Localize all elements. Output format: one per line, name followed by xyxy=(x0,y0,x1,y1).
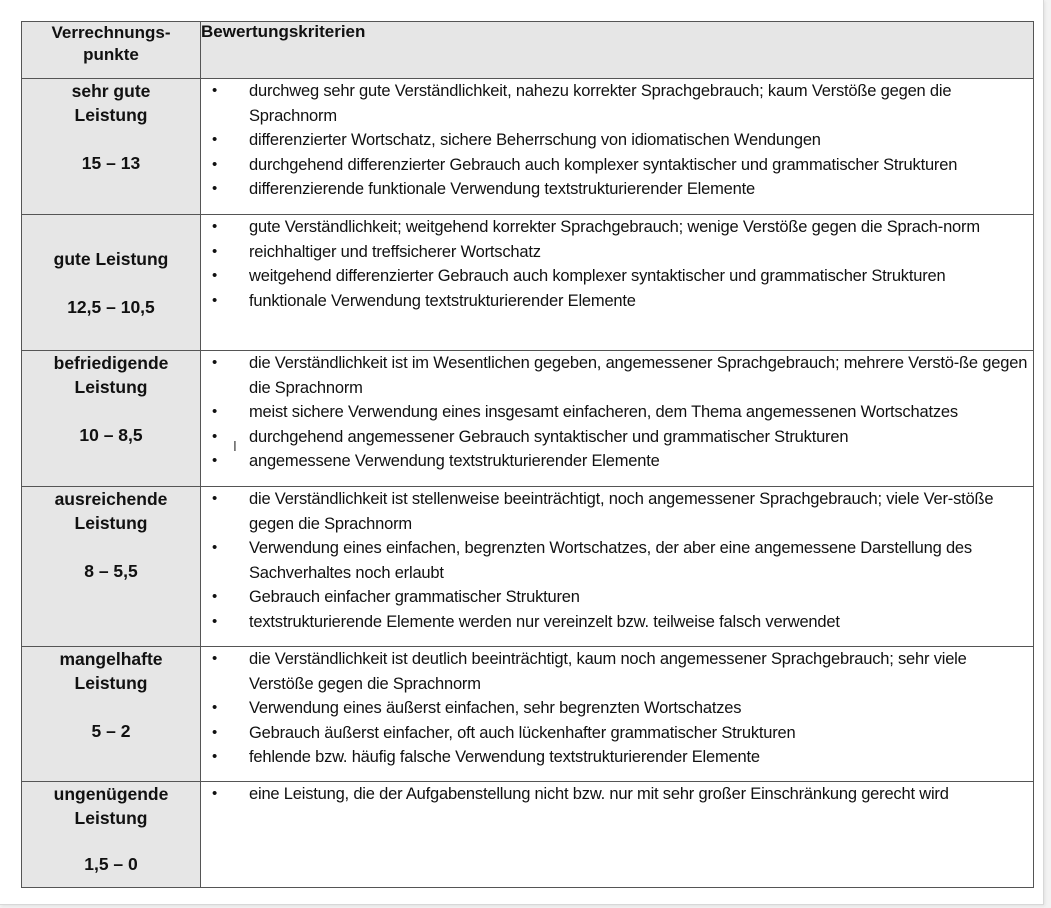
criteria-text: durchgehend differenzierter Gebrauch auch komplexer syntaktischer und grammatischer Strukturen xyxy=(249,155,958,174)
criteria-text: die Verständlichkeit ist im Wesentlichen gegeben, angemessener Sprachgebrauch; mehrere Verstö-ße gegen die Sprachnorm xyxy=(249,354,1028,397)
header-points xyxy=(22,22,201,79)
criteria-item xyxy=(201,782,1033,807)
grading-criteria-table xyxy=(21,21,1034,888)
bullet-icon: • xyxy=(212,612,218,630)
criteria-item xyxy=(201,449,1033,474)
criteria-text: die Verständlichkeit ist stellenweise beeinträchtigt, noch angemessener Sprachgebrauch; viele Ver-stöße gegen die Sprachnorm xyxy=(249,490,994,533)
performance-level-cell xyxy=(22,782,201,888)
bullet-icon: • xyxy=(212,650,218,667)
criteria-list xyxy=(201,351,1033,474)
bullet-icon: • xyxy=(212,748,218,765)
criteria-cell xyxy=(201,647,1034,782)
criteria-text: Verwendung eines äußerst einfachen, sehr begrenzten Wortschatzes xyxy=(249,699,742,717)
criteria-text: durchweg sehr gute Verständlichkeit, nahezu korrekter Sprachgebrauch; kaum Verstöße gegen die Sprachnorm xyxy=(249,82,952,125)
criteria-list xyxy=(201,647,1033,770)
table-row xyxy=(22,351,1034,487)
table-row xyxy=(22,782,1034,888)
criteria-item xyxy=(201,696,1033,721)
criteria-text: reichhaltiger und treffsicherer Wortschatz xyxy=(249,242,541,261)
bullet-icon: • xyxy=(212,291,218,309)
criteria-item xyxy=(201,721,1033,746)
table-header-row xyxy=(22,22,1034,79)
level-label-line2: Leistung xyxy=(74,808,148,828)
table-row xyxy=(22,215,1034,351)
level-label-line2: Leistung xyxy=(74,377,148,397)
bullet-icon: • xyxy=(212,218,218,235)
bullet-icon: • xyxy=(212,131,218,148)
criteria-cell xyxy=(201,351,1034,487)
text-cursor-icon: I xyxy=(233,440,237,455)
criteria-text: weitgehend differenzierter Gebrauch auch komplexer syntaktischer und grammatischer Strukturen xyxy=(249,267,946,285)
criteria-item xyxy=(201,264,1033,289)
criteria-text: die Verständlichkeit ist deutlich beeinträchtigt, kaum noch angemessener Sprachgebrauch; sehr viele Verstöße gegen die Sprachnorm xyxy=(249,650,967,693)
table-row xyxy=(22,487,1034,647)
bullet-icon: • xyxy=(212,82,218,99)
criteria-cell xyxy=(201,79,1034,215)
bullet-icon: • xyxy=(212,539,218,556)
bullet-icon: • xyxy=(212,180,218,197)
criteria-text: fehlende bzw. häufig falsche Verwendung textstrukturierender Elemente xyxy=(249,748,760,766)
criteria-item xyxy=(201,153,1033,178)
criteria-cell xyxy=(201,215,1034,351)
criteria-item xyxy=(201,351,1033,400)
criteria-list xyxy=(201,215,1033,313)
header-points-line1: Verrechnungs- xyxy=(51,23,171,42)
bullet-icon: • xyxy=(212,242,218,260)
header-criteria: Bewertungskriterien xyxy=(201,22,1034,79)
criteria-item xyxy=(201,177,1033,202)
table-row xyxy=(22,79,1034,215)
criteria-item xyxy=(201,585,1033,610)
criteria-item xyxy=(201,289,1033,314)
criteria-item xyxy=(201,536,1033,585)
bullet-icon: • xyxy=(212,354,218,371)
criteria-text: gute Verständlichkeit; weitgehend korrekter Sprachgebrauch; wenige Verstöße gegen die Sprach-norm xyxy=(249,218,980,236)
criteria-item xyxy=(201,400,1033,425)
bullet-icon: • xyxy=(212,723,218,741)
points-range: 1,5 – 0 xyxy=(84,854,138,874)
criteria-text: Gebrauch einfacher grammatischer Strukturen xyxy=(249,588,580,606)
points-range: 5 – 2 xyxy=(91,721,131,741)
bullet-icon: • xyxy=(212,699,218,716)
criteria-item xyxy=(201,425,1033,450)
criteria-list xyxy=(201,487,1033,634)
criteria-item xyxy=(201,487,1033,536)
performance-level-cell xyxy=(22,487,201,647)
bullet-icon: • xyxy=(212,403,218,420)
bullet-icon: • xyxy=(212,155,218,173)
level-label: sehr gute xyxy=(71,81,151,101)
criteria-text: angemessene Verwendung textstrukturierender Elemente xyxy=(249,452,660,470)
criteria-cell xyxy=(201,782,1034,888)
table-row xyxy=(22,647,1034,782)
criteria-item xyxy=(201,79,1033,128)
criteria-item xyxy=(201,215,1033,240)
criteria-text: textstrukturierende Elemente werden nur vereinzelt bzw. teilweise falsch verwendet xyxy=(249,612,840,631)
criteria-list xyxy=(201,79,1033,202)
bullet-icon: • xyxy=(212,452,218,469)
points-range: 15 – 13 xyxy=(81,153,141,173)
points-range: 12,5 – 10,5 xyxy=(67,297,155,317)
points-range: 8 – 5,5 xyxy=(84,561,138,581)
criteria-item xyxy=(201,128,1033,153)
level-label: ausreichende xyxy=(54,489,168,509)
points-range: 10 – 8,5 xyxy=(79,425,143,445)
criteria-text: differenzierende funktionale Verwendung textstrukturierender Elemente xyxy=(249,180,755,198)
level-label: gute Leistung xyxy=(53,249,169,269)
criteria-text: eine Leistung, die der Aufgabenstellung nicht bzw. nur mit sehr großer Einschränkung gerecht wird xyxy=(249,785,949,803)
level-label: mangelhafte xyxy=(59,649,163,669)
criteria-list xyxy=(201,782,1033,807)
header-points-line2: punkte xyxy=(83,45,139,64)
level-label-line2: Leistung xyxy=(74,513,148,533)
level-label: befriedigende xyxy=(53,353,169,373)
level-label-line2: Leistung xyxy=(74,673,148,693)
criteria-text: Verwendung eines einfachen, begrenzten Wortschatzes, der aber eine angemessene Darstellung des Sachverhaltes noch erlaubt xyxy=(249,539,972,582)
criteria-text: Gebrauch äußerst einfacher, oft auch lückenhafter grammatischer Strukturen xyxy=(249,723,796,742)
criteria-text: durchgehend angemessener Gebrauch syntaktischer und grammatischer Strukturen xyxy=(249,427,849,446)
criteria-item xyxy=(201,240,1033,265)
criteria-cell xyxy=(201,487,1034,647)
level-label: ungenügende xyxy=(53,784,169,804)
bullet-icon: • xyxy=(212,427,218,445)
bullet-icon: • xyxy=(212,588,218,605)
bullet-icon: • xyxy=(212,785,218,802)
performance-level-cell xyxy=(22,79,201,215)
performance-level-cell xyxy=(22,215,201,351)
bullet-icon: • xyxy=(212,490,218,507)
criteria-text: funktionale Verwendung textstrukturierender Elemente xyxy=(249,291,636,310)
criteria-item xyxy=(201,610,1033,635)
performance-level-cell xyxy=(22,647,201,782)
criteria-text: meist sichere Verwendung eines insgesamt einfacheren, dem Thema angemessenen Wortschatzes xyxy=(249,403,958,421)
bullet-icon: • xyxy=(212,267,218,284)
criteria-text: differenzierter Wortschatz, sichere Beherrschung von idiomatischen Wendungen xyxy=(249,131,821,149)
criteria-item xyxy=(201,647,1033,696)
level-label-line2: Leistung xyxy=(74,105,148,125)
performance-level-cell xyxy=(22,351,201,487)
criteria-item xyxy=(201,745,1033,770)
